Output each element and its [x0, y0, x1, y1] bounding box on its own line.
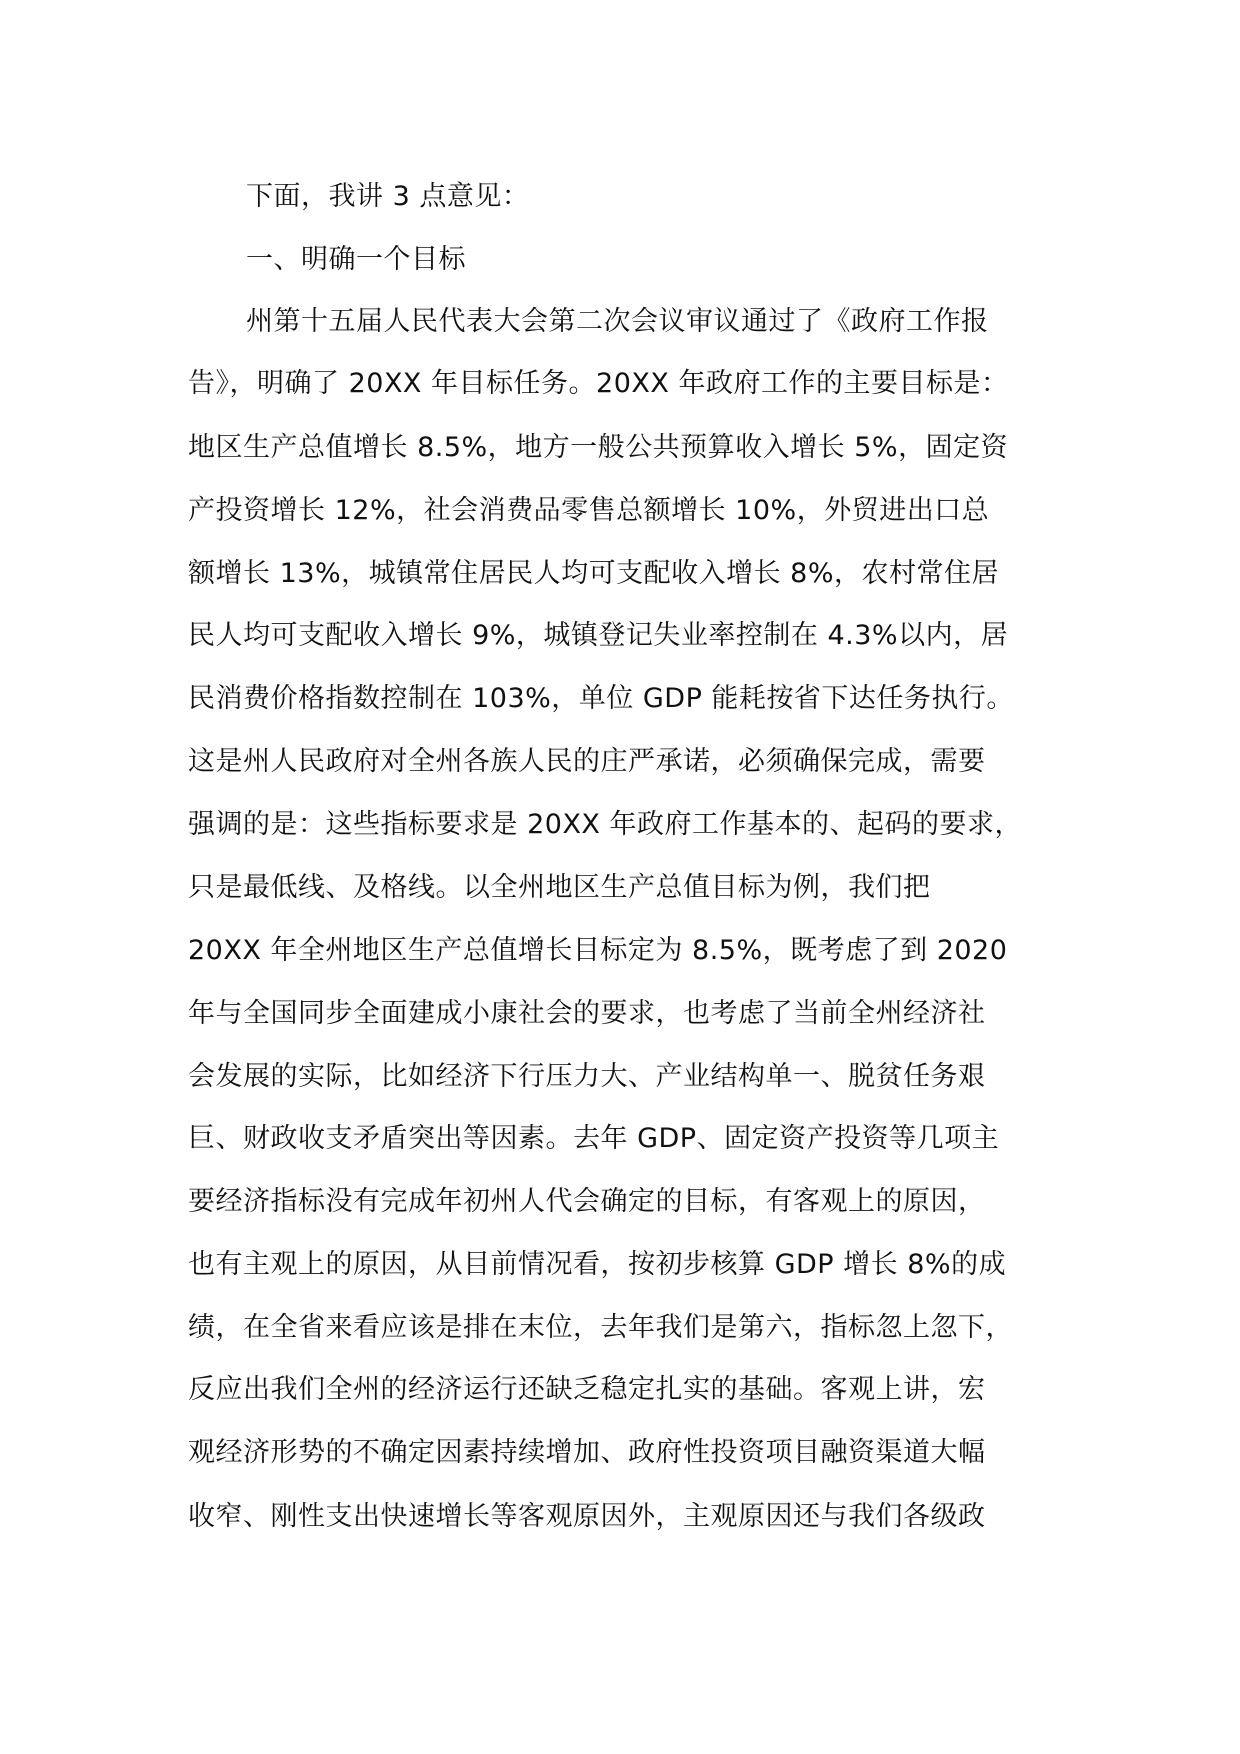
paragraph-line: 会发展的实际，比如经济下行压力大、产业结构单一、脱贫任务艰: [188, 1061, 986, 1092]
paragraph-line: 这是州人民政府对全州各族人民的庄严承诺，必须确保完成，需要: [188, 746, 986, 777]
paragraph-line: 反应出我们全州的经济运行还缺乏稳定扎实的基础。客观上讲，宏: [188, 1374, 986, 1405]
paragraph-line: 也有主观上的原因，从目前情况看，按初步核算 GDP 增长 8%的成: [188, 1249, 1007, 1280]
paragraph-line: 收窄、刚性支出快速增长等客观原因外，主观原因还与我们各级政: [188, 1501, 986, 1532]
paragraph-line: 额增长 13%，城镇常住居民人均可支配收入增长 8%，农村常住居: [188, 558, 1000, 589]
intro-line: 下面，我讲 3 点意见：: [246, 181, 530, 212]
paragraph-line: 年与全国同步全面建成小康社会的要求，也考虑了当前全州经济社: [188, 998, 986, 1029]
paragraph-line: 只是最低线、及格线。以全州地区生产总值目标为例，我们把: [188, 872, 931, 903]
paragraph-line: 绩，在全省来看应该是排在末位，去年我们是第六，指标忽上忽下，: [188, 1312, 1013, 1343]
paragraph-line: 州第十五届人民代表大会第二次会议审议通过了《政府工作报: [246, 306, 989, 337]
paragraph-line: 民人均可支配收入增长 9%，城镇登记失业率控制在 4.3%以内，居: [188, 620, 1009, 651]
section-heading: 一、明确一个目标: [246, 244, 466, 275]
paragraph-line: 要经济指标没有完成年初州人代会确定的目标，有客观上的原因，: [188, 1186, 986, 1217]
paragraph-line: 地区生产总值增长 8.5%，地方一般公共预算收入增长 5%，固定资: [188, 432, 1009, 463]
paragraph-line: 观经济形势的不确定因素持续增加、政府性投资项目融资渠道大幅: [188, 1437, 986, 1468]
paragraph-line: 告》，明确了 20XX 年目标任务。20XX 年政府工作的主要目标是：: [188, 368, 1009, 399]
paragraph-line: 强调的是：这些指标要求是 20XX 年政府工作基本的、起码的要求，: [188, 809, 1023, 840]
paragraph-line: 产投资增长 12%，社会消费品零售总额增长 10%，外贸进出口总: [188, 495, 990, 526]
paragraph-line: 民消费价格指数控制在 103%，单位 GDP 能耗按省下达任务执行。: [188, 683, 1014, 714]
paragraph-line: 20XX 年全州地区生产总值增长目标定为 8.5%，既考虑了到 2020: [188, 935, 1008, 966]
paragraph-line: 巨、财政收支矛盾突出等因素。去年 GDP、固定资产投资等几项主: [188, 1123, 1000, 1154]
